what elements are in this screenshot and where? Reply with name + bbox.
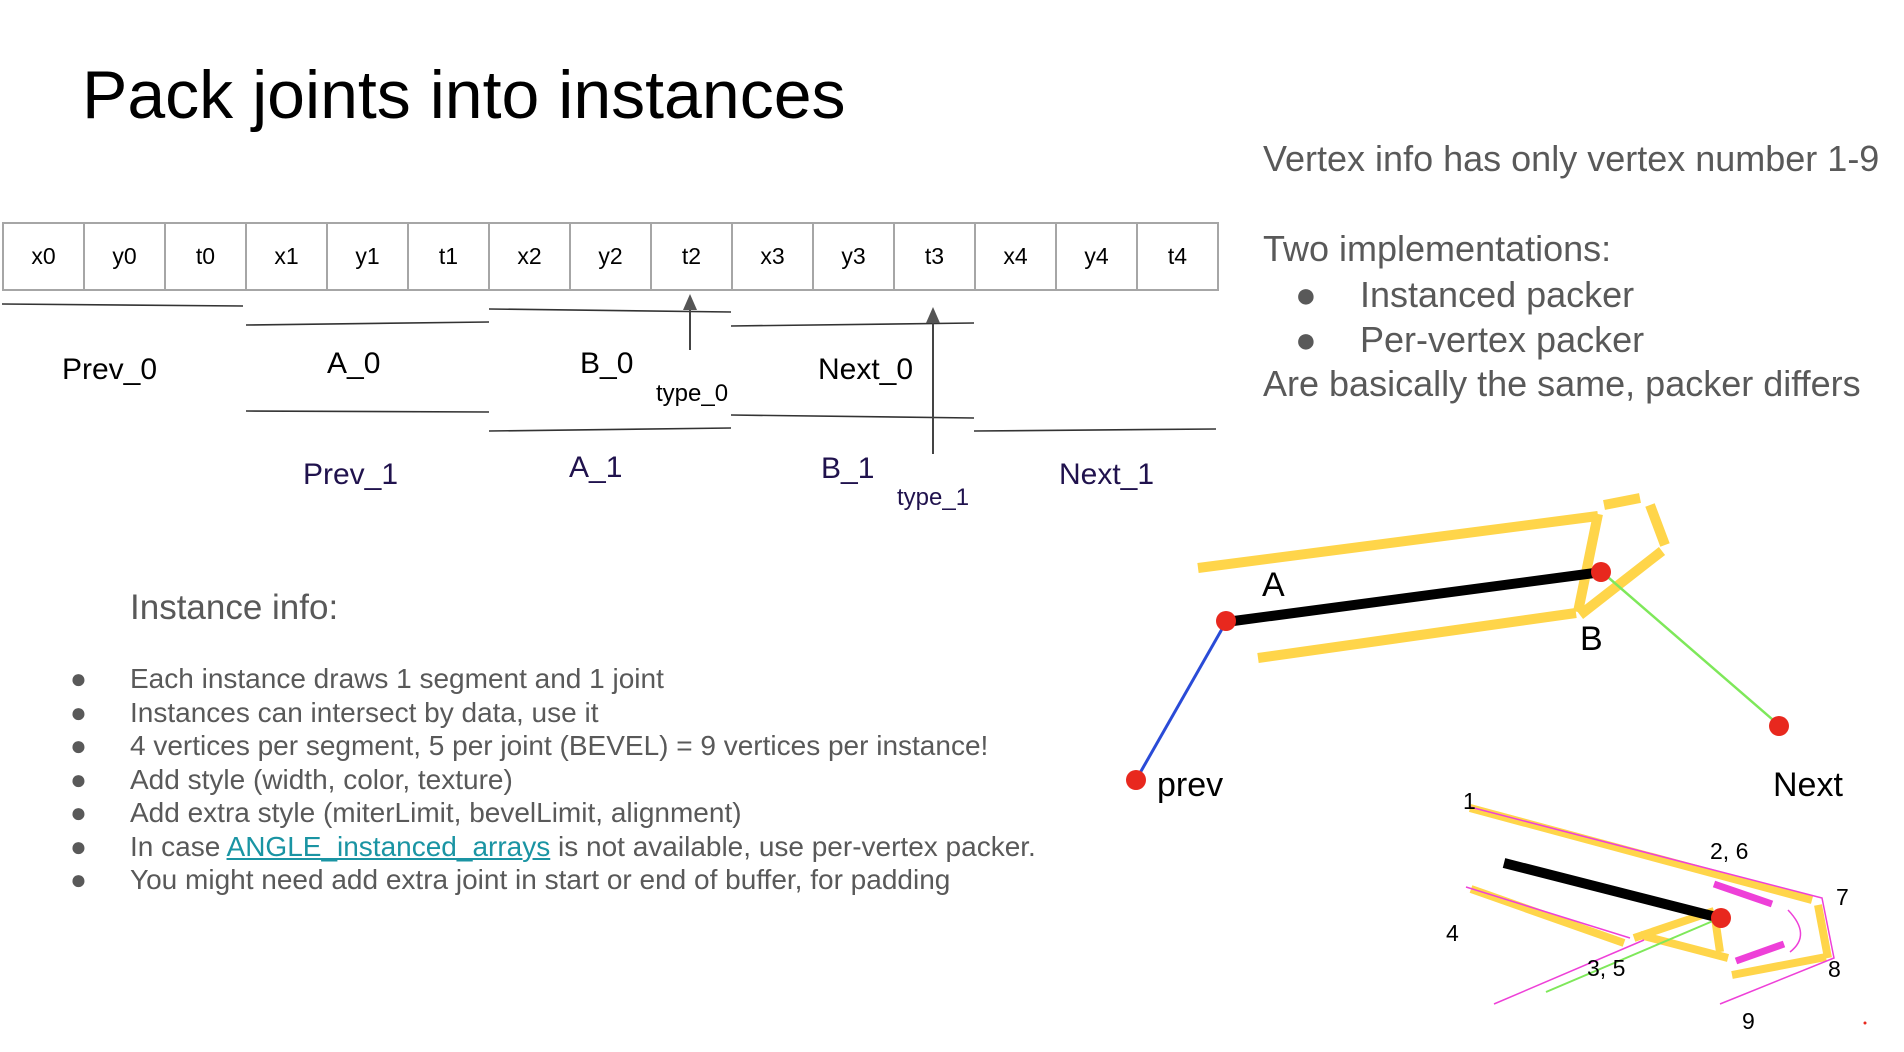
point-b-vertex	[1711, 908, 1731, 928]
buffer-cell: x0	[3, 223, 84, 290]
buffer-cell: t2	[651, 223, 732, 290]
two-impl-heading: Two implementations:	[1263, 228, 1612, 269]
bullet-icon: ●	[70, 763, 87, 795]
label-type0: type_0	[656, 380, 729, 407]
prev-line	[1136, 622, 1226, 780]
list-item: ● Each instance draws 1 segment and 1 joint	[70, 663, 664, 694]
angle-instanced-arrays-link[interactable]: ANGLE_instanced_arrays	[226, 830, 551, 862]
buffer-cell: y3	[813, 223, 894, 290]
buffer-cell: y1	[327, 223, 408, 290]
buffer-cell: t1	[408, 223, 489, 290]
vertex-number: 3, 5	[1587, 955, 1626, 981]
bullet-icon: ●	[70, 663, 87, 694]
buffer-cell: x2	[489, 223, 570, 290]
buffer-cell: y2	[570, 223, 651, 290]
vertex-number: 9	[1742, 1008, 1755, 1034]
impl-list	[1295, 272, 1644, 362]
vertex-number: 4	[1446, 920, 1459, 946]
diagram-label-next: Next	[1773, 766, 1843, 804]
bullet-icon: ●	[70, 696, 87, 728]
list-item: ● Add extra style (miterLimit, bevelLimit, alignment)	[70, 797, 742, 828]
point-a	[1216, 611, 1236, 631]
buffer-cell: x4	[975, 223, 1056, 290]
label-prev1: Prev_1	[303, 458, 399, 491]
buffer-cell: t4	[1137, 223, 1218, 290]
label-b0: B_0	[580, 347, 634, 380]
instance-info-list	[70, 662, 1036, 897]
joint-diagram-main	[1126, 498, 1789, 790]
list-item: ● In case ANGLE_instanced_arrays is not available, use per-vertex packer.	[70, 830, 1036, 862]
diagram-label-prev: prev	[1157, 766, 1224, 804]
buffer-cell: t0	[165, 223, 246, 290]
vertex-number: 1	[1463, 788, 1476, 814]
vertex-info-text: Vertex info has only vertex number 1-9	[1263, 138, 1880, 179]
label-next1: Next_1	[1059, 458, 1155, 491]
vertex-number: 8	[1828, 956, 1841, 982]
stray-dot	[1864, 1022, 1867, 1025]
label-type1: type_1	[897, 484, 970, 511]
conclusion-text: Are basically the same, packer differs	[1263, 363, 1861, 404]
slide-title: Pack joints into instances	[82, 57, 846, 133]
buffer-cell: x1	[246, 223, 327, 290]
label-a1: A_1	[569, 451, 623, 484]
next-line	[1602, 572, 1780, 726]
bullet-icon: ●	[1295, 319, 1317, 360]
point-prev	[1126, 770, 1146, 790]
bullet-icon: ●	[70, 830, 87, 862]
buffer-cell: y0	[84, 223, 165, 290]
list-item: ● Instanced packer	[1295, 274, 1635, 315]
list-item: ● Per-vertex packer	[1295, 319, 1645, 360]
instance-info-heading: Instance info:	[130, 588, 339, 627]
vertex-number: 2, 6	[1710, 838, 1749, 864]
vertex-number: 7	[1836, 884, 1849, 910]
bullet-icon: ●	[70, 864, 87, 895]
label-b1: B_1	[821, 452, 875, 485]
list-item: ● Instances can intersect by data, use it	[70, 696, 599, 728]
point-next	[1769, 716, 1789, 736]
list-item: ● You might need add extra joint in start or end of buffer, for padding	[70, 864, 951, 895]
label-a0: A_0	[327, 347, 381, 380]
label-next0: Next_0	[818, 353, 914, 386]
buffer-cell: t3	[894, 223, 975, 290]
buffer-cell: x3	[732, 223, 813, 290]
bullet-icon: ●	[1295, 274, 1317, 315]
bullet-icon: ●	[70, 797, 87, 828]
diagram-label-b: B	[1580, 620, 1603, 658]
label-prev0: Prev_0	[62, 353, 158, 386]
list-item: ● Add style (width, color, texture)	[70, 763, 513, 795]
joint-diagram-vertices	[1466, 807, 1867, 1025]
bullet-icon: ●	[70, 730, 87, 761]
point-b	[1591, 562, 1611, 582]
diagram-label-a: A	[1262, 566, 1285, 604]
buffer-cell: y4	[1056, 223, 1137, 290]
next-line-vertex	[1546, 918, 1720, 992]
list-item: ● 4 vertices per segment, 5 per joint (BEVEL) = 9 vertices per instance!	[70, 730, 989, 761]
